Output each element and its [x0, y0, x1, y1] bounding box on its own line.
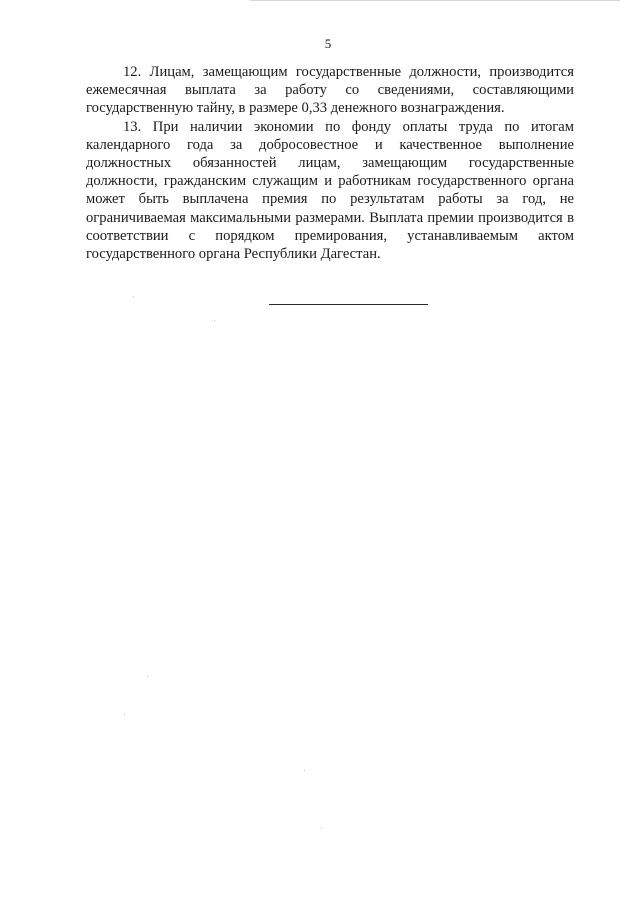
scan-speck	[147, 676, 148, 677]
scan-speck	[321, 828, 322, 829]
page-number: 5	[324, 36, 332, 51]
scan-speck	[304, 770, 305, 771]
paragraph-12: 12. Лицам, замещающим государственные должности, производится ежемесячная выплата за работу со сведениями, составляющими государственную тайну, в размере 0,33 денежного вознаграждения.	[86, 64, 574, 117]
scan-speck	[124, 714, 125, 715]
end-of-text-rule	[269, 304, 428, 305]
paragraph-13: 13. При наличии экономии по фонду оплаты труда по итогам календарного года за добросовестное и качественное выполнение должностных обязанностей лицам, замещающим государственные должности, гражданским служащим и работникам государственного органа может быть выплачена премия по результатам работы за год, не ограничиваемая максимальными размерами. Выплата премии производится в соответствии с порядком премирования, устанавливаемым актом государственного органа Республики Дагестан.	[86, 118, 574, 263]
document-body	[86, 63, 574, 263]
scan-speck	[214, 320, 215, 321]
scan-speck	[133, 296, 134, 297]
scan-top-edge	[250, 0, 620, 1]
